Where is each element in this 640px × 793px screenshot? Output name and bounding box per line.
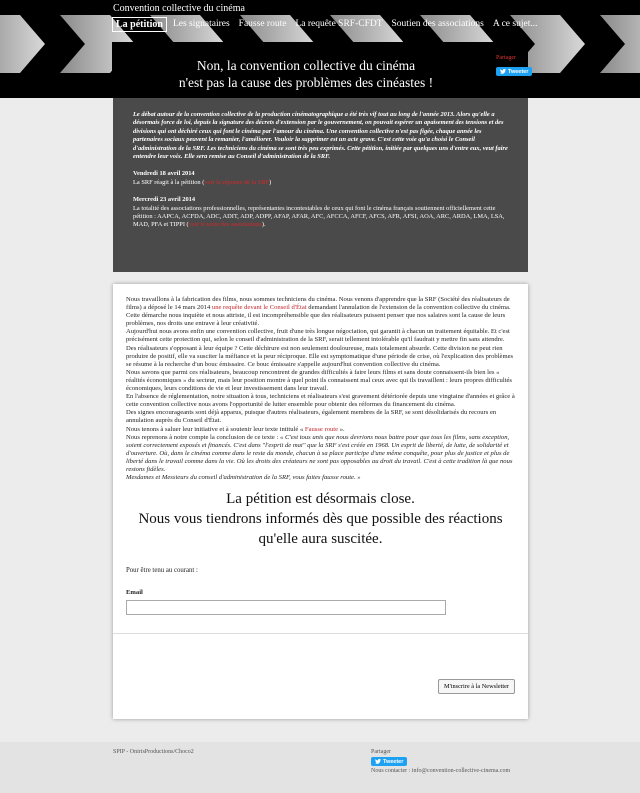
footer-share — [371, 748, 510, 775]
news-item-1-end: ) — [269, 178, 272, 186]
petition-closed-notice — [126, 489, 515, 549]
petition-paragraph-6: En l'absence de réglementation, notre situation à tous, techniciens et réalisateurs s'est gravement détériorée depuis une vingtaine d'années et grâce à cette convention collective nous avons l'opportunité de lutter ensemble pour obtenir des réformes du financement du cinéma. — [126, 393, 515, 409]
footer-tweet-button[interactable] — [371, 757, 407, 766]
form-divider — [113, 633, 528, 634]
news-intro: Le débat autour de la convention collective de la production cinématographique a été très vif tout au long de l'année 2013. Alors qu'elle a désormais force de loi, depuis la signature des décrets d'extension par le gouvernement, on pouvait espérer un apaisement des tensions et des divisions qui ont déchiré ceux qui font le cinéma par l'amour du cinéma. Une convention collective n'est pas figée, chaque année les partenaires sociaux peuvent la remanier, l'améliorer. Vouloir la supprimer est un acte grave. C'est cette voie qu'a choisi le Conseil d'administration de la SRF. Les techniciens du cinéma se sont très peu exprimés. Cette pétition, initiée par quelques uns d'entre eux, veut faire entendre leur voix. Elle sera remise au Conseil d'administration de la SRF. — [133, 111, 508, 161]
nav-item-fausse-route[interactable]: Fausse route — [238, 19, 287, 29]
petition-p8b: ». — [338, 425, 345, 433]
email-field[interactable] — [126, 600, 446, 615]
footer-contact[interactable]: Nous contacter : info@convention-collective-cinema.com — [371, 768, 511, 774]
petition-p1b: demandant l'annulation de l'extension de la convention collective du cinéma. — [306, 304, 511, 312]
email-label: Email — [126, 589, 143, 597]
footer-share-label: Partager — [371, 749, 391, 755]
news-item-2 — [133, 196, 508, 230]
nav-item-soutien[interactable]: Soutien des associations — [391, 19, 484, 29]
twitter-bird-icon — [500, 69, 506, 74]
closed-line-3: qu'elle aura suscitée. — [258, 531, 383, 548]
petition-p9a: Nous reprenons à notre compte la conclusion de ce texte : « — [126, 433, 285, 441]
petition-quote: C'est tous unis que nous devrions nous battre pour que tous les films, sans exception, soient correctement exposés et financés. C'est dans "l'esprit de mai" que la SRF s'est créée en 1968. Un esprit de liberté, de lutte, de solidarité et d'ouverture. Où, dans le cinéma comme dans le reste du monde, chacun à sa place participe d'une même conquête, pour plus de justice et plus de liberté dans le travail comme dans la vie. Où les droits des créateurs ne sont pas opposables au droit du travail. C'est à cette tradition là que nous restons fidèles. — [126, 433, 513, 473]
headline-line-2: n'est pas la cause des problèmes des cinéastes ! — [178, 75, 434, 90]
twitter-bird-icon — [375, 759, 381, 764]
petition-p8a: Nous tenons à saluer leur initiative et à soutenir leur texte intitulé « — [126, 425, 305, 433]
headline-line-1: Non, la convention collective du cinéma — [196, 58, 416, 73]
header-banner — [0, 0, 640, 98]
fausse-route-link[interactable]: Fausse route — [304, 425, 339, 433]
news-item-1-date: Vendredi 18 avril 2014 — [133, 170, 195, 178]
news-item-1 — [133, 170, 508, 187]
page-headline — [150, 57, 462, 91]
nav-item-a-ce-sujet[interactable]: A ce sujet... — [492, 19, 538, 29]
conseil-etat-link[interactable]: une requête devant le Conseil d'État — [211, 304, 307, 312]
closed-line-2: Nous vous tiendrons informés dès que possible des réactions — [138, 511, 503, 528]
tweet-button-label: Tweeter — [508, 68, 529, 75]
footer — [0, 742, 640, 793]
site-title[interactable]: Convention collective du cinéma — [113, 3, 245, 14]
petition-card — [113, 284, 528, 719]
associations-text-link[interactable]: voir le texte des associations — [188, 221, 262, 229]
petition-paragraph-2: Cette démarche nous inquiète et nous attriste, il est incompréhensible que des réalisateurs puissent penser que nos salaires sont la cause de leurs problèmes, nos droits une entrave à leur créativité. — [126, 312, 506, 328]
news-item-1-text: La SRF réagit à la pétition ( — [133, 178, 205, 186]
news-item-2-text: La totalité des associations professionnelles, représentantes incontestables de ceux qui font le cinéma français soutiennent officiellement cette pétition : AAPCA, ACFDA, ADC, ADIT, ADP, ADPP, AFAP, AFAR, AFC, AFCCA, AFCF, AFCS, AFR, AFSI, AOA, ARC, ARDA, LMA, LSA, MAD, PFA et TIPPI ( — [133, 204, 505, 229]
closed-line-1: La pétition est désormais close. — [226, 491, 415, 508]
nav-item-petition[interactable]: La pétition — [112, 17, 167, 32]
footer-credits[interactable]: SPIP - OnirisProductions/Choco2 — [113, 749, 194, 755]
share-label: Partager — [496, 55, 516, 61]
news-item-2-end: ). — [261, 221, 266, 229]
petition-paragraph-7: Des signes encourageants sont déjà apparus, puisque d'autres réalisateurs, également membres de la SRF, se sont désolidarisés du recours en annulation auprès du Conseil d'État. — [126, 409, 497, 425]
petition-p9b: Mesdames et Messieurs du conseil d'administration de la SRF, vous faites fausse route. » — [126, 474, 361, 482]
news-box — [113, 98, 528, 272]
petition-p1a: Nous travaillons à la fabrication des films, nous sommes techniciens du cinéma. Nous venons d'apprendre que la SRF (Société des réalisateurs de films) a déposé le 14 mars 2014 — [126, 296, 510, 312]
petition-paragraph-4: Des réalisateurs s'opposant à leur équipe ? Cette déchirure est non seulement douloureuse, mais totalement absurde. Cette division ne peut rien produire de positif, elle va susciter la méfiance et la peur réciproque. Elle est symptomatique d'une période de crise, où l'explication des problèmes se résume à la recherche d'un bouc émissaire. Ce bouc émissaire s'appelle aujourd'hui convention collective du cinéma. — [126, 344, 514, 368]
petition-paragraph-1 — [126, 296, 515, 312]
news-item-2-date: Mercredi 23 avril 2014 — [133, 196, 196, 204]
tweet-button[interactable] — [496, 67, 532, 76]
petition-paragraph-8 — [126, 426, 515, 434]
nav-item-requete[interactable]: La requête SRF-CFDT — [295, 19, 383, 29]
petition-paragraph-5: Nous savons que parmi ces réalisateurs, beaucoup rencontrent de grandes difficultés à faire leurs films et sans doute connaissent-ils bien les « réalités économiques » du secteur, mais leur position montre à quel point ils connaissent mal ceux avec qui ils travaillent : leurs propres difficultés économiques, leurs conditions de vie et leur investissement dans leur travail. — [126, 368, 512, 393]
petition-paragraph-3: Aujourd'hui nous avons enfin une convention collective, fruit d'une très longue négociation, qui garantit à chacun un traitement équitable. Et c'est précisément cette protection qui, selon le conseil d'administration de la SRF, serait tellement intolérable qu'il faudrait y mettre fin sans attendre. — [126, 328, 510, 344]
srf-response-link[interactable]: voir la réponse de la SRF — [204, 178, 270, 186]
subscribe-newsletter-button[interactable]: M'inscrire à la Newsletter — [438, 679, 515, 694]
main-nav — [112, 17, 543, 32]
share-widget — [496, 55, 532, 79]
follow-label: Pour être tenu au courant : — [126, 567, 198, 575]
footer-tweet-label: Tweeter — [383, 758, 404, 765]
nav-item-signataires[interactable]: Les signataires — [172, 19, 230, 29]
petition-paragraph-9 — [126, 434, 515, 483]
